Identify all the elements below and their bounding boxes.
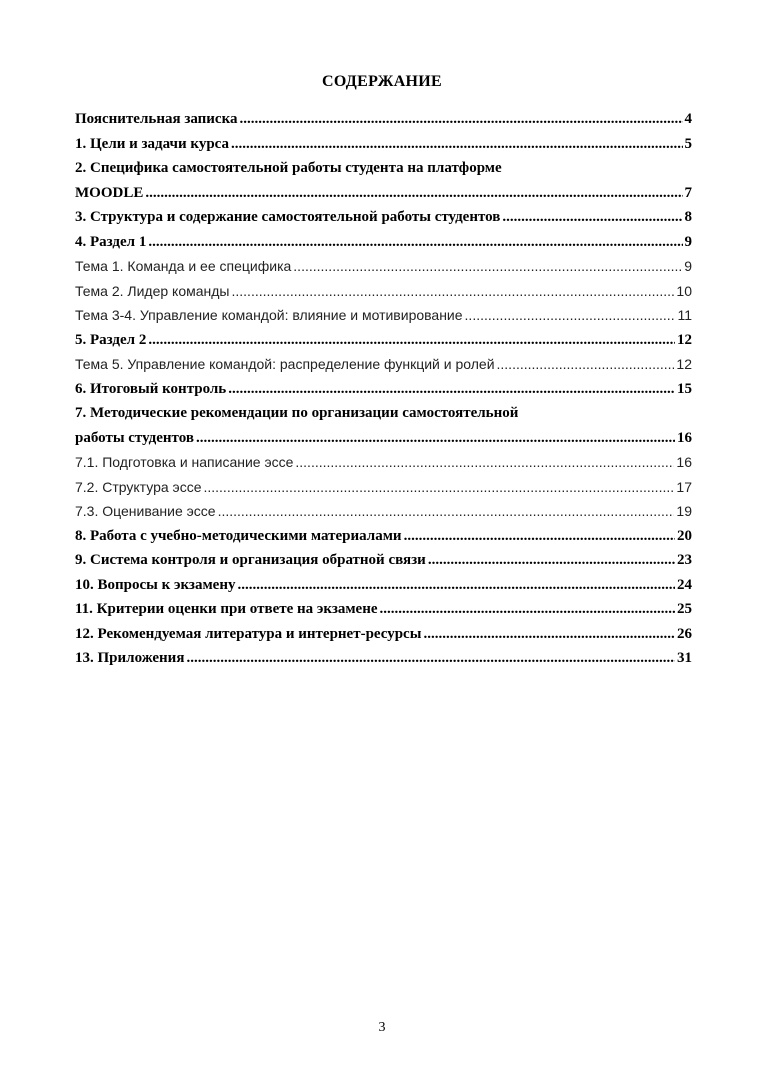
toc-entry-page: 16: [677, 429, 692, 446]
toc-entry-label: 7.1. Подготовка и написание эссе: [75, 454, 294, 470]
toc-entry-page: 9: [684, 258, 692, 274]
toc-entry[interactable]: [75, 107, 692, 132]
toc-entry-page: 20: [677, 527, 692, 544]
toc-entry-page: 19: [676, 503, 692, 519]
toc-entry[interactable]: [75, 352, 692, 377]
toc-leader-dots: [196, 426, 675, 451]
toc-leader-dots: [404, 524, 675, 549]
toc-entry-label: 12. Рекомендуемая литература и интернет-ресурсы: [75, 625, 422, 642]
toc-entry-page: 4: [684, 111, 692, 127]
page-title: СОДЕРЖАНИЕ: [321, 73, 443, 90]
toc-entry-label: 3. Структура и содержание самостоятельной работы студентов: [75, 209, 501, 225]
toc-entry-page: 24: [677, 576, 692, 593]
toc-leader-dots: [148, 328, 675, 353]
toc-leader-dots: [145, 181, 682, 206]
toc-leader-dots: [380, 597, 675, 622]
toc-entry[interactable]: [75, 328, 692, 353]
toc-entry-page: 12: [677, 331, 692, 348]
toc-entry[interactable]: [75, 279, 692, 304]
toc-entry-page: 10: [676, 282, 692, 299]
page-number: 3: [378, 1020, 386, 1035]
toc-entry-label: 8. Работа с учебно-методическими материалами: [75, 527, 402, 544]
toc-entry[interactable]: [75, 622, 692, 647]
toc-entry-page: 5: [684, 135, 692, 152]
toc-entry[interactable]: [75, 597, 692, 622]
toc-entry-page: 23: [677, 552, 692, 568]
toc-entry[interactable]: [75, 450, 692, 475]
toc-entry-page: 25: [677, 601, 692, 617]
toc-entry-label: 5. Раздел 2: [75, 331, 147, 348]
toc-leader-dots: [203, 475, 674, 500]
toc-leader-dots: [148, 230, 682, 255]
toc-entry[interactable]: [75, 646, 692, 671]
toc-entry[interactable]: [75, 524, 692, 549]
toc-entry-page: 11: [677, 307, 692, 323]
toc-leader-dots: [428, 548, 675, 573]
toc-entry-label: 11. Критерии оценки при ответе на экзамене: [75, 601, 378, 617]
toc-entry[interactable]: [75, 475, 692, 500]
toc-entry-page: 16: [676, 454, 692, 470]
toc-leader-dots: [232, 279, 675, 304]
toc-entry[interactable]: [75, 303, 692, 328]
toc-leader-dots: [497, 352, 675, 377]
toc-entry-label: Тема 5. Управление командой: распределение функций и ролей: [75, 356, 495, 372]
toc-entry-label: Пояснительная записка: [75, 111, 238, 127]
toc-entry-label: Тема 3-4. Управление командой: влияние и мотивирование: [75, 307, 463, 323]
toc-entry-label: 7.2. Структура эссе: [75, 478, 202, 495]
toc-leader-dots: [231, 132, 682, 157]
toc-entry[interactable]: [75, 573, 692, 598]
toc-entry[interactable]: [75, 132, 692, 157]
toc-entry-page: 9: [684, 233, 692, 250]
toc-leader-dots: [218, 499, 675, 524]
toc-entry[interactable]: [75, 499, 692, 524]
toc-entry[interactable]: [75, 205, 692, 230]
toc-entry[interactable]: [75, 230, 692, 255]
toc-leader-dots: [186, 646, 675, 671]
toc-leader-dots: [237, 573, 675, 598]
toc-entry-label: 6. Итоговый контроль: [75, 380, 227, 397]
toc-entry-label: Тема 1. Команда и ее специфика: [75, 258, 292, 274]
toc-entry-label: MOODLE: [75, 184, 144, 201]
toc-entry-label: 1. Цели и задачи курса: [75, 135, 230, 152]
toc-leader-dots: [465, 303, 676, 328]
toc-entry-page: 8: [684, 209, 692, 225]
toc-leader-dots: [502, 205, 682, 230]
toc-entry-page: 7: [684, 184, 692, 201]
toc-entry-page: 15: [677, 380, 692, 397]
toc-entry-label: 9. Система контроля и организация обратной связи: [75, 552, 426, 568]
table-of-contents: [75, 107, 692, 671]
toc-leader-dots: [228, 377, 675, 402]
toc-leader-dots: [293, 254, 682, 279]
toc-entry-page: 26: [677, 625, 692, 642]
toc-entry[interactable]: [75, 401, 692, 426]
toc-entry[interactable]: [75, 426, 692, 451]
toc-entry[interactable]: [75, 548, 692, 573]
toc-leader-dots: [423, 622, 675, 647]
toc-entry[interactable]: [75, 156, 692, 181]
toc-entry-label: Тема 2. Лидер команды: [75, 282, 230, 299]
toc-leader-dots: [295, 450, 674, 475]
toc-leader-dots: [240, 107, 683, 132]
toc-entry-label: 7. Методические рекомендации по организации самостоятельной: [75, 405, 519, 421]
toc-entry[interactable]: [75, 254, 692, 279]
toc-entry-label: 10. Вопросы к экзамену: [75, 576, 236, 593]
toc-entry-label: 4. Раздел 1: [75, 233, 147, 250]
toc-entry-label: работы студентов: [75, 429, 194, 446]
toc-entry[interactable]: [75, 181, 692, 206]
toc-entry-page: 31: [677, 650, 692, 666]
toc-entry[interactable]: [75, 377, 692, 402]
toc-entry-label: 2. Специфика самостоятельной работы студента на платформе: [75, 160, 502, 176]
toc-entry-label: 7.3. Оценивание эссе: [75, 503, 216, 519]
toc-entry-label: 13. Приложения: [75, 650, 185, 666]
toc-entry-page: 12: [676, 356, 692, 372]
toc-entry-page: 17: [676, 478, 692, 495]
